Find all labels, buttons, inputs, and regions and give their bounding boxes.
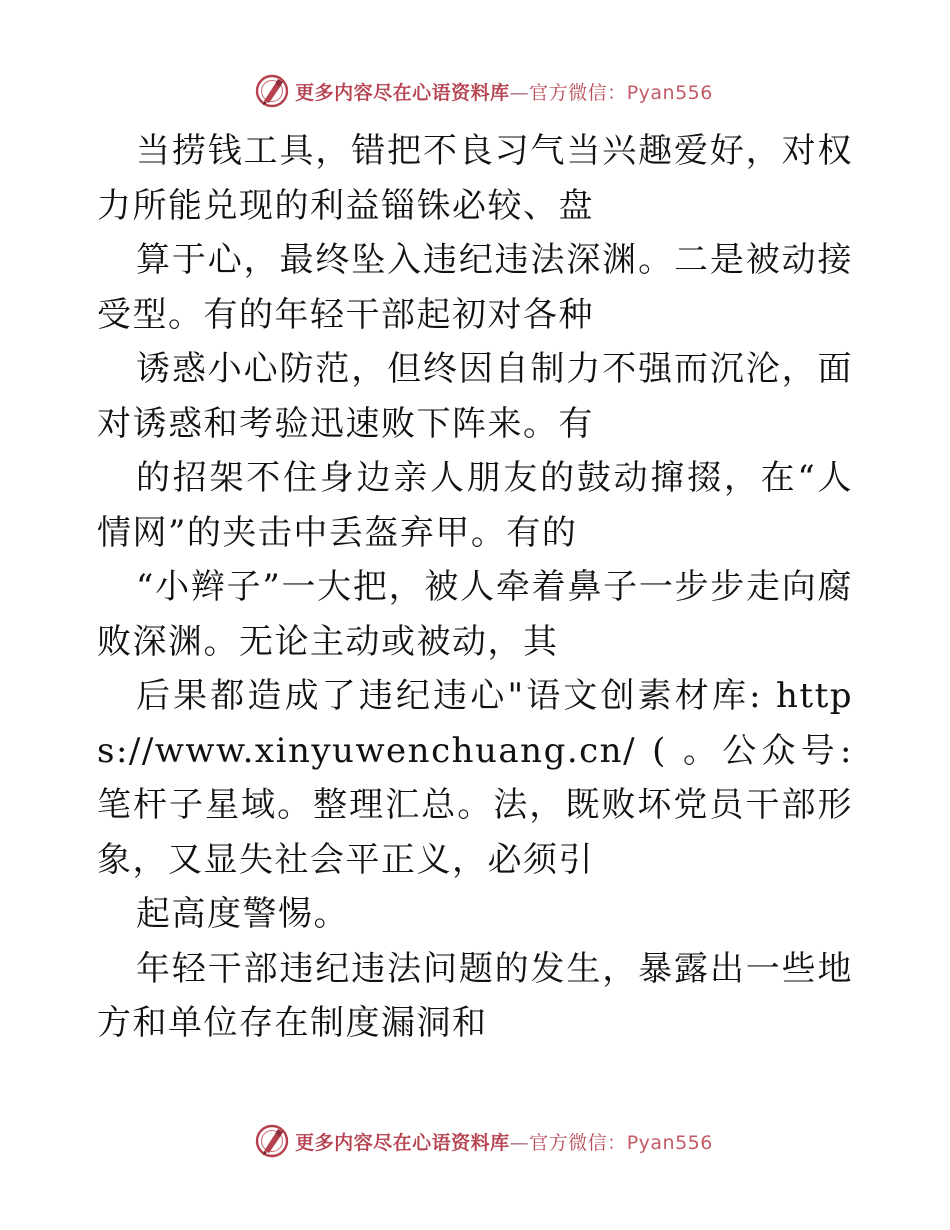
banner-wechat-id: Pyan556	[626, 1131, 713, 1154]
paragraph: 算于心，最终坠入违纪违法深渊。二是被动接受型。有的年轻干部起初对各种	[97, 240, 853, 335]
paragraph: 起高度警惕。	[136, 894, 349, 934]
paragraph: 后果都造成了违纪违心"语文创素材库: https://www.xinyuwenchuang.cn/ ( 。公众号: 笔杆子星域。整理汇总。法，既败坏党员干部形象，又显失社会平正义，必须引	[97, 676, 853, 880]
banner-wechat-id: Pyan556	[626, 81, 713, 104]
banner-separator: —	[509, 81, 530, 104]
banner-brand: 更多内容尽在心语资料库	[295, 81, 510, 104]
pen-logo-icon	[255, 74, 289, 108]
paragraph: 的招架不住身边亲人朋友的鼓动撺掇，在“人情网”的夹击中丢盔弃甲。有的	[97, 458, 853, 553]
banner-brand: 更多内容尽在心语资料库	[295, 1131, 510, 1154]
paragraph: “小辫子”一大把，被人牵着鼻子一步步走向腐败深渊。无论主动或被动，其	[97, 567, 853, 662]
banner-separator: —	[509, 1131, 530, 1154]
banner-label: 官方微信：	[529, 81, 627, 104]
footer-banner	[0, 1121, 950, 1161]
header-banner-content	[255, 74, 713, 108]
paragraph: 年轻干部违纪违法问题的发生，暴露出一些地方和单位存在制度漏洞和	[97, 948, 853, 1043]
header-banner	[0, 71, 950, 111]
footer-banner-content	[255, 1124, 713, 1158]
header-banner-text	[295, 78, 713, 105]
banner-label: 官方微信：	[529, 1131, 627, 1154]
pen-logo-icon	[255, 1124, 289, 1158]
document-body	[97, 124, 853, 1051]
footer-banner-text	[295, 1128, 713, 1155]
paragraph: 诱惑小心防范，但终因自制力不强而沉沦，面对诱惑和考验迅速败下阵来。有	[97, 349, 853, 444]
paragraph: 当捞钱工具，错把不良习气当兴趣爱好，对权力所能兑现的利益锱铢必较、盘	[97, 131, 853, 226]
